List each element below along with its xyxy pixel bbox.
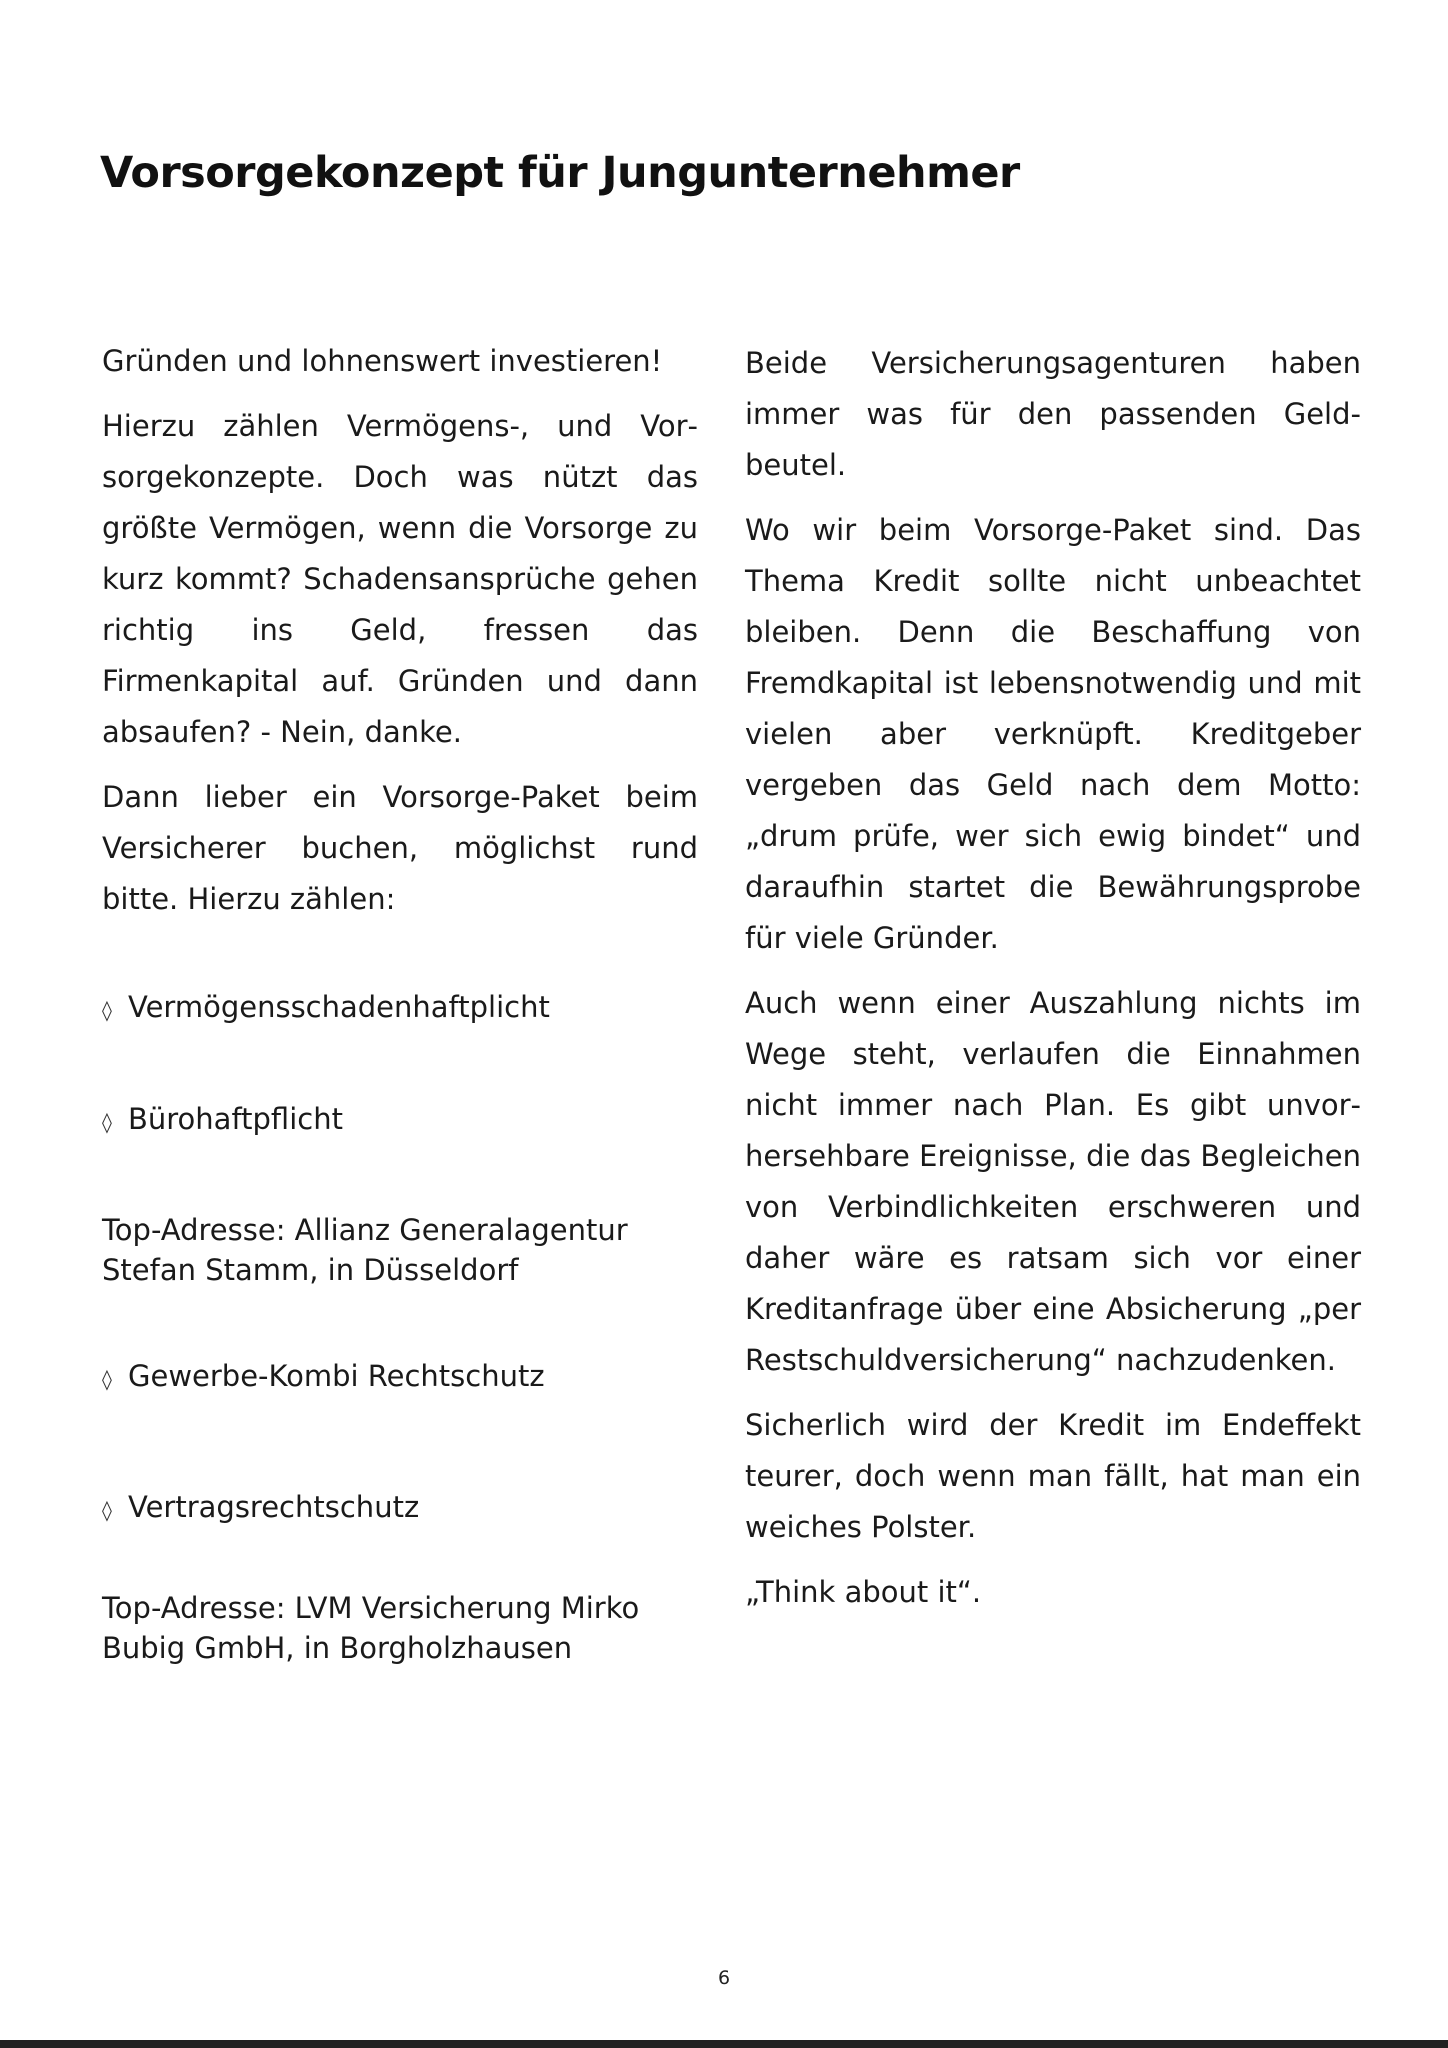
list-item xyxy=(102,1356,698,1399)
list-item-label: Bürohaftpflicht xyxy=(128,1102,343,1136)
page-title: Vorsorgekonzept für Jungunternehmer xyxy=(100,148,1020,198)
conclusion-paragraph: Sicherlich wird der Kredit im Endeffekt teurer, doch wenn man fällt, hat man ein weiches Polster. xyxy=(745,1408,1361,1544)
list-item xyxy=(102,987,698,1030)
lozenge-icon: ◊ xyxy=(102,1498,112,1522)
list-item-label: Gewerbe-Kombi Rechtschutz xyxy=(128,1359,545,1393)
lozenge-icon: ◊ xyxy=(102,1367,112,1391)
list-item xyxy=(102,1099,698,1142)
agencies-paragraph: Beide Versicherungsagenturen haben immer was für den passenden Geldbeutel. xyxy=(745,346,1361,482)
top-address-allianz: Top-Adresse: Allianz Generalagentur Stefan Stamm, in Düsseldorf xyxy=(102,1213,628,1287)
lozenge-icon: ◊ xyxy=(102,998,112,1022)
page-number: 6 xyxy=(717,1967,731,1989)
bottom-rule xyxy=(0,2040,1448,2048)
closing-quote: „Think about it“. xyxy=(745,1575,982,1609)
package-paragraph: Dann lieber ein Vorsorge-Paket beim Versicherer buchen, möglichst rund bitte. Hierzu zählen: xyxy=(102,780,698,916)
left-column xyxy=(102,336,698,1668)
credit-paragraph: Wo wir beim Vorsorge-Paket sind. Das Thema Kredit sollte nicht unbeachtet bleiben. Denn die Beschaffung von Fremdkapital ist lebensnotwendig und mit vielen aber verknüpft. Kreditgeber vergeben das Geld nach dem Motto: „drum prüfe, wer sich ewig bindet“ und daraufhin startet die Bewährungsprobe für viele Gründer. xyxy=(745,513,1361,955)
list-item-label: Vertragsrechtschutz xyxy=(128,1490,420,1524)
intro-paragraph: Gründen und lohnenswert investieren! xyxy=(102,344,663,378)
lozenge-icon: ◊ xyxy=(102,1110,112,1134)
payout-paragraph: Auch wenn einer Auszahlung nichts im Wege steht, verlaufen die Einnahmen nicht immer nach Plan. Es gibt unvorhersehbare Ereignisse, die das Begleichen von Verbindlichkeiten erschweren und daher wäre es ratsam sich vor einer Kreditanfrage über eine Absicherung „per Restschuldversicherung“ nachzudenken. xyxy=(745,986,1361,1377)
top-address-lvm: Top-Adresse: LVM Versicherung Mirko Bubig GmbH, in Borgholzhausen xyxy=(102,1591,640,1665)
concepts-paragraph: Hierzu zählen Vermögens-, und Vorsorgekonzepte. Doch was nützt das größte Vermögen, wenn die Vorsorge zu kurz kommt? Schadensansprüche gehen richtig ins Geld, fressen das Firmenkapital auf. Gründen und dann absaufen? - Nein, danke. xyxy=(102,409,698,749)
right-column xyxy=(745,338,1361,1632)
list-item-label: Vermögensschadenhaftplicht xyxy=(128,990,550,1024)
list-item xyxy=(102,1487,698,1530)
